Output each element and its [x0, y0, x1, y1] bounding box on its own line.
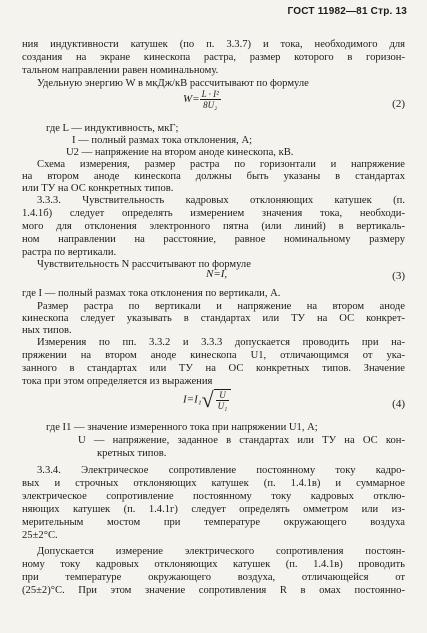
formula-4-lhs: I=I₁	[183, 393, 202, 406]
text-line: ному току кадровых отклоняющих катушек (п. 1.4.1в) проводить	[22, 559, 405, 570]
text-line: пряжении на втором аноде кинескопа U1, отличающимся от ука-	[22, 350, 405, 361]
formula-2-numerator: L · I²	[201, 89, 219, 99]
formula-4-fraction	[216, 390, 230, 411]
text-line: 3.3.4. Электрическое сопротивление постоянному току кадро-	[37, 465, 405, 476]
text-line: ния индуктивности катушек (по п. 3.3.7) и тока, необходимого для	[22, 39, 405, 50]
text-line: мерительным мостом при температуре окружающего воздуха	[22, 517, 405, 528]
text-line: кретных типов.	[97, 448, 167, 459]
formula-4	[183, 389, 231, 411]
text-line: 3.3.3. Чувствительность кадровых отклоняющих катушек (п.	[37, 195, 405, 206]
text-line: I — полный размах тока отклонения, А;	[72, 135, 253, 146]
formula-2	[183, 89, 221, 110]
equation-number-3: (3)	[392, 270, 405, 282]
text-line: Удельную энергию W в мкДж/кВ рассчитывают по формуле	[37, 78, 309, 89]
text-line: U2 — напряжение на втором аноде кинескопа, кВ.	[66, 147, 294, 158]
text-line: няющих катушек (п. 1.4.1г) следует определять омметром или из-	[22, 504, 405, 515]
formula-4-numerator: U	[216, 390, 230, 401]
text-line: U — напряжение, заданное в стандартах или ТУ на ОС кон-	[78, 435, 405, 446]
text-line: занного в стандартах или ТУ на ОС конкретных типов. Значение	[22, 363, 405, 374]
formula-4-sqrt	[202, 389, 232, 411]
formula-4-radicand	[214, 389, 232, 411]
radical-sign-icon: √	[201, 387, 214, 412]
text-line: где L — индуктивность, мкГ;	[46, 123, 179, 134]
text-line: вых и строчных отклоняющих катушек (п. 1.4.1в) и суммарное	[22, 478, 405, 489]
text-line: кинескопа следует указывать в стандартах или ТУ на ОС конкрет-	[22, 313, 405, 324]
text-line: растра по вертикали.	[22, 247, 117, 258]
text-line: создания на экране кинескопа растра, размер которого в горизон-	[22, 52, 405, 63]
text-line: на втором аноде кинескопа должны быть указаны в стандартах	[22, 171, 405, 182]
equation-number-2: (2)	[392, 98, 405, 110]
text-line: Допускается измерение электрического сопротивления постоян-	[37, 546, 405, 557]
text-line: тальном направлении равен номинальному.	[22, 65, 219, 76]
formula-4-denominator: U₁	[217, 401, 228, 411]
formula-2-denominator: 8U₂	[203, 100, 218, 110]
page-header: ГОСТ 11982—81 Стр. 13	[287, 6, 407, 17]
text-line: или ТУ на ОС конкретных типов.	[22, 183, 174, 194]
text-line: Схема измерения, размер растра по горизонтали и напряжение	[37, 159, 405, 170]
text-line: где I — полный размах тока отклонения по вертикали, А.	[22, 288, 281, 299]
text-line: мого для отклонения электронного пятна (или линий) в вертикаль-	[22, 221, 405, 232]
text-line: при температуре окружающего воздуха, отличающейся от	[22, 572, 405, 583]
text-line: электрическое сопротивление постоянному току кадровых отклю-	[22, 491, 405, 502]
text-line: Измерения по пп. 3.3.2 и 3.3.3 допускается проводить при на-	[37, 337, 405, 348]
formula-2-fraction	[200, 89, 221, 110]
text-line: 1.4.1б) следует определять измерением значения тока, необходи-	[22, 208, 405, 219]
text-line: (25±2)°С. При этом значение сопротивления R в омах постоянно-	[22, 585, 405, 596]
text-line: тока при этом определяется из выражения	[22, 376, 213, 387]
text-line: ном направлении на расстояние, равное номинальному размеру	[22, 234, 405, 245]
text-line: где I1 — значение измеренного тока при напряжении U1, А;	[46, 422, 318, 433]
text-line: Размер растра по вертикали и напряжение на втором аноде	[37, 301, 405, 312]
equation-number-4: (4)	[392, 398, 405, 410]
text-line: ных типов.	[22, 325, 72, 336]
formula-3: N=I,	[206, 268, 228, 280]
formula-2-lhs: W=	[183, 93, 200, 106]
text-line: Чувствительность N рассчитывают по формуле	[37, 259, 251, 270]
text-line: 25±2°С.	[22, 530, 58, 541]
